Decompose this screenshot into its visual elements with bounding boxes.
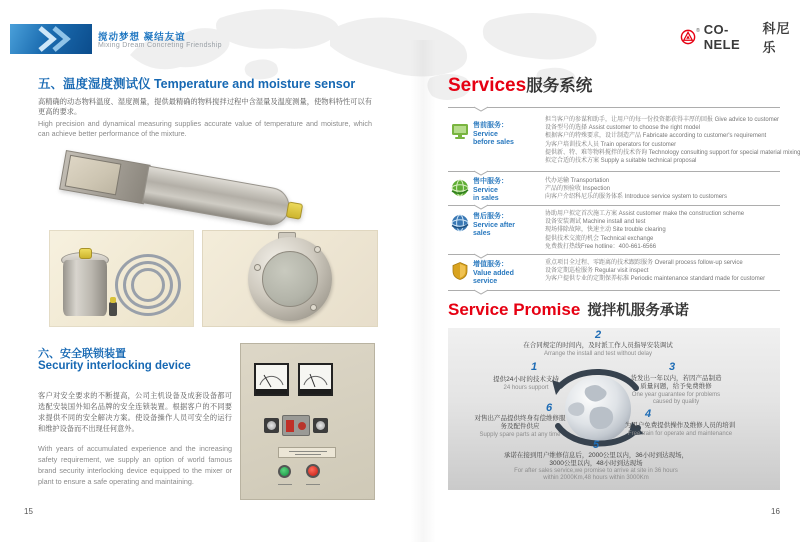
section6-title-english: Security interlocking device — [38, 360, 191, 372]
service-promise-title — [448, 299, 689, 320]
promise-number: 6 — [545, 402, 553, 414]
screw-hole — [314, 246, 321, 253]
service-line: 为客户培训技术人员 Train operators for customer — [545, 141, 677, 148]
service-line: 向客户介绍科尼乐的服务体系 Introduce service system to customers — [545, 194, 728, 201]
service-line: 产品的预验收 Inspection — [545, 186, 611, 193]
aftersales-globe-icon — [450, 213, 470, 233]
cable-plug — [109, 302, 117, 316]
section6-paragraph-english: With years of accumulated experience and the increasing safety requirement, we supply an option of world famous brand security interlocking device equipped to the mixer or plant to ensure a safe operating and maintaining. — [38, 444, 232, 486]
presales-monitor-icon — [450, 121, 470, 141]
section-divider — [448, 251, 780, 259]
promise-cn: 提供24小时的技术支持 — [493, 376, 559, 383]
promise-en: Free train for operate and maintenance — [627, 431, 733, 437]
registered-mark: ® — [696, 28, 700, 34]
moisture-sensor-with-cable-photo — [49, 230, 194, 327]
promise-title-cn: 搅拌机服务承诺 — [587, 303, 689, 319]
rotary-switch — [313, 418, 328, 433]
service-promise-panel — [448, 328, 780, 490]
services-title-cn: 服务系统 — [526, 77, 593, 95]
panel-name-plate — [278, 447, 336, 458]
brand-name-chinese: 科尼乐 — [762, 21, 791, 55]
promise-en: One year guarantee for problems caused by quality — [631, 392, 721, 406]
promise-number: 4 — [644, 408, 652, 420]
sensor-yellow-connector — [79, 248, 92, 259]
analog-meter — [254, 363, 289, 396]
service-line: 为客户提供专业的定期保养标准 Periodic maintenance standard made for customer — [545, 276, 766, 283]
service-line: 担当客户的参谋和助手，让用户的每一份投资都获得丰厚的回报 Give advice to customer — [545, 117, 780, 123]
valueadded-lines — [545, 259, 783, 284]
probe-tube — [142, 166, 292, 229]
promise-cn: 为用户免费提供操作及维修人员的培训 — [624, 422, 736, 429]
promise-en: For after sales service,we promise to arrive at site in 36 hours within 2000Km,48 hours within 3000Km — [514, 468, 678, 482]
presales-lines — [545, 116, 800, 165]
services-title — [448, 72, 592, 97]
section-divider — [448, 168, 780, 176]
double-chevron-icon — [10, 24, 92, 54]
aftersales-lines — [545, 210, 783, 251]
control-panel-photo — [240, 343, 375, 500]
presales-label: 售前服务： Service before sales — [473, 122, 514, 146]
lamp-label — [278, 484, 292, 485]
valueadded-shield-icon — [450, 261, 470, 281]
promise-en: Arrange the install and test without delay — [543, 351, 653, 357]
green-indicator-lamp — [278, 465, 291, 478]
page-number-left: 15 — [24, 507, 33, 516]
service-line: 提供新、特、难等物料搅拌的技术咨询 Technology consulting support for special material mixing — [545, 149, 800, 156]
insales-lines — [545, 177, 783, 202]
service-line: 重点项目全过程、零距离的技术跟踪服务 Overall process follow-up service — [545, 260, 743, 266]
service-line: 提供技术交流的机会 Technical exchange — [545, 235, 654, 242]
screw-hole — [310, 304, 317, 311]
section6-title-chinese: 六、安全联锁装置 — [38, 348, 126, 360]
section-divider — [448, 104, 780, 112]
services-title-en: Services — [448, 75, 527, 96]
section-divider — [448, 202, 780, 210]
promise-number: 2 — [594, 329, 602, 341]
slogan-english: Mixing Dream Concreting Friendship — [98, 42, 222, 49]
promise-cn: 货发出一年以内，若因产品制造质量问题，给予免费维修 — [630, 375, 722, 390]
cable-coil — [131, 268, 165, 302]
service-line: 代办运输 Transportation — [545, 178, 610, 184]
brand-name: CO-NELE — [703, 22, 741, 52]
promise-cn: 对售出产品提供终身有偿维修服务及配件供应 — [474, 415, 566, 430]
slogan-chinese: 搅动梦想 凝结友谊 — [98, 32, 186, 43]
panel-valve-component — [282, 415, 310, 436]
service-line: 设备型号的选择 Assist customer to choose the right model — [545, 125, 701, 132]
promise-cn: 在合同规定的时间内，及时派工作人员指导安装调试 — [523, 342, 673, 349]
sensor-cylinder — [63, 260, 107, 316]
analog-meter — [298, 363, 333, 396]
flange-sensor-photo — [202, 230, 378, 327]
section-divider — [448, 287, 780, 295]
promise-cn: 承诺在接到用户维修信息后，2000公里以内，36小时到达现场，3000公里以内，48小时到达现场 — [503, 452, 689, 467]
valueadded-label: 增值服务： Value added service — [473, 261, 514, 285]
promise-en: Supply spare parts at any time — [479, 432, 561, 438]
promise-number: 1 — [530, 361, 538, 373]
red-indicator-lamp — [306, 464, 320, 478]
page-gutter — [410, 40, 436, 542]
section5-paragraph-chinese: 高精确的动态物料温度、湿度测量，提供最精确的物料搅拌过程中含湿量及温度测量，使物料特性可以有更高的要求。 — [38, 97, 372, 116]
service-line: 设备定期巡检服务 Regular visit inspect — [545, 268, 649, 275]
service-line: 根据客户的特殊要求，设计制造产品 Fabricate according to customer's requirement — [545, 133, 767, 140]
promise-en: 24 hours support — [503, 385, 549, 391]
service-line: 免费拨打热线Free hotline：400-661-6566 — [545, 243, 657, 250]
service-line: 设备安装调试 Machine install and test — [545, 219, 646, 226]
promise-title-en: Service Promise — [448, 300, 581, 319]
section5-title: 五、温度湿度测试仪 Temperature and moisture sensor — [38, 77, 356, 91]
rotary-switch — [264, 418, 279, 433]
section6-paragraph-chinese: 客户对安全要求的不断提高，公司主机设备及成套设备都可选配安装国外知名品牌的安全连锁装置。根据客户的不同要求提供不同的安全解决方案。使设备操作人员可安全的运行和维护设备而不出现任何意外。 — [38, 391, 232, 433]
section5-paragraph-english: High precision and dynamical measuring supplies accurate value of temperature and moisture, which can achieve better performance of the mixture. — [38, 119, 372, 138]
probe-body — [59, 150, 307, 232]
screw-hole — [254, 264, 261, 271]
aftersales-label: 售后服务： Service after sales — [473, 213, 516, 237]
probe-yellow-connector — [286, 201, 304, 219]
temperature-probe-photo — [64, 148, 316, 214]
promise-number: 3 — [668, 361, 676, 373]
probe-sensor-head — [59, 150, 151, 204]
insales-label: 售中服务： Service in sales — [473, 178, 508, 202]
probe-sensor-window — [65, 155, 122, 196]
promise-number: 5 — [592, 439, 600, 451]
slogan-chevron-badge — [10, 24, 92, 54]
sensor-face — [262, 251, 318, 307]
lamp-label — [306, 484, 320, 485]
service-line: 协助用户拟定首次施工方案 Assist customer make the construction scheme — [545, 211, 745, 217]
right-page — [448, 0, 800, 542]
page-number-right: 16 — [771, 507, 780, 516]
service-line: 现场排除故障，快速主动 Site trouble clearing — [545, 227, 666, 234]
service-line: 拟定合适的技术方案 Supply a suitable technical proposal — [545, 158, 697, 165]
insales-globe-icon — [450, 178, 470, 198]
